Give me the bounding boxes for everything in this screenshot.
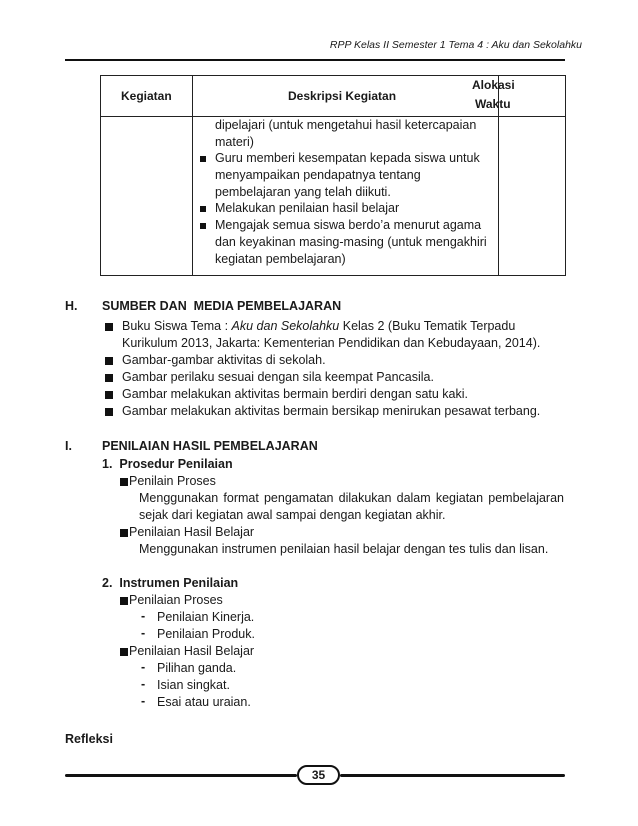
inst-hasil-item-2: Isian singkat. [157, 678, 230, 692]
page-number: 35 [297, 765, 340, 785]
desc-bullet-1-line-1: Guru memberi kesempatan kepada siswa untuk [215, 151, 480, 165]
desc-continuation-2: materi) [215, 135, 254, 149]
bullet-square-icon [105, 408, 113, 416]
dash-marker: - [141, 694, 146, 708]
dash-marker: - [141, 626, 146, 640]
bullet-square-icon [200, 156, 206, 162]
running-header: RPP Kelas II Semester 1 Tema 4 : Aku dan Sekolahku [329, 39, 582, 51]
desc-bullet-1-line-2: menyampaikan pendapatnya tentang [215, 168, 421, 182]
bullet-square-icon [200, 223, 206, 229]
bullet-square-icon [105, 323, 113, 331]
bullet-square-icon [120, 597, 128, 605]
inst-proses-item-2: Penilaian Produk. [157, 627, 255, 641]
inst-hasil-item-1: Pilihan ganda. [157, 661, 237, 675]
activity-table [100, 75, 566, 276]
item-text: Buku Siswa Tema : [122, 319, 232, 333]
section-h-item-1-line-2: Kurikulum 2013, Jakarta: Kementerian Pendidikan dan Kebudayaan, 2014). [122, 336, 541, 350]
desc-bullet-3-line-2: dan keyakinan masing-masing (untuk mengakhiri [215, 235, 487, 249]
dash-marker: - [141, 677, 146, 691]
section-h-item-4: Gambar melakukan aktivitas bermain berdiri dengan satu kaki. [122, 387, 469, 401]
refleksi-heading: Refleksi [65, 732, 113, 746]
col-header-waktu: Waktu [475, 97, 511, 111]
subheading-instrumen: 2. Instrumen Penilaian [102, 576, 239, 590]
inst-proses-label: Penilaian Proses [129, 593, 223, 607]
bullet-square-icon [200, 206, 206, 212]
bullet-square-icon [120, 529, 128, 537]
col-header-kegiatan: Kegiatan [121, 89, 172, 103]
proses-desc-line-1: Menggunakan format pengamatan dilakukan dalam kegiatan pembelajaran [139, 491, 564, 505]
dash-marker: - [141, 660, 146, 674]
col-header-deskripsi: Deskripsi Kegiatan [288, 89, 397, 103]
bullet-square-icon [105, 357, 113, 365]
inst-hasil-item-3: Esai atau uraian. [157, 695, 251, 709]
hasil-label: Penilaian Hasil Belajar [129, 525, 255, 539]
header-rule [65, 59, 565, 61]
footer-rule-left [65, 774, 297, 777]
item-text: Kelas 2 (Buku Tematik Terpadu [339, 319, 516, 333]
proses-desc-line-2: sejak dari kegiatan awal sampai dengan kegiatan akhir. [139, 508, 446, 522]
table-divider [192, 76, 193, 275]
desc-bullet-1-line-3: pembelajaran yang telah diikuti. [215, 185, 391, 199]
proses-label: Penilain Proses [129, 474, 216, 488]
hasil-desc: Menggunakan instrumen penilaian hasil belajar dengan tes tulis dan lisan. [139, 542, 549, 556]
section-h-item-3: Gambar perilaku sesuai dengan sila keempat Pancasila. [122, 370, 434, 384]
section-h-title: SUMBER DAN MEDIA PEMBELAJARAN [102, 299, 342, 313]
subheading-prosedur: 1. Prosedur Penilaian [102, 457, 233, 471]
bullet-square-icon [105, 391, 113, 399]
section-h-item-1 [122, 318, 515, 335]
desc-bullet-3-line-1: Mengajak semua siswa berdo’a menurut agama [215, 218, 482, 232]
bullet-square-icon [105, 374, 113, 382]
bullet-square-icon [120, 648, 128, 656]
section-i-title: PENILAIAN HASIL PEMBELAJARAN [102, 439, 318, 453]
section-h-letter: H. [65, 299, 78, 313]
dash-marker: - [141, 609, 146, 623]
desc-continuation-1: dipelajari (untuk mengetahui hasil ketercapaian [215, 118, 477, 132]
section-h-item-5: Gambar melakukan aktivitas bermain bersikap menirukan pesawat terbang. [122, 404, 541, 418]
desc-bullet-2: Melakukan penilaian hasil belajar [215, 201, 400, 215]
inst-hasil-label: Penilaian Hasil Belajar [129, 644, 255, 658]
book-title: Aku dan Sekolahku [231, 319, 340, 333]
desc-bullet-3-line-3: kegiatan pembelajaran) [215, 252, 346, 266]
section-i-letter: I. [65, 439, 72, 453]
inst-proses-item-1: Penilaian Kinerja. [157, 610, 255, 624]
col-header-alokasi: Alokasi [472, 78, 515, 92]
footer-rule-right [340, 774, 565, 777]
section-h-item-2: Gambar-gambar aktivitas di sekolah. [122, 353, 326, 367]
bullet-square-icon [120, 478, 128, 486]
